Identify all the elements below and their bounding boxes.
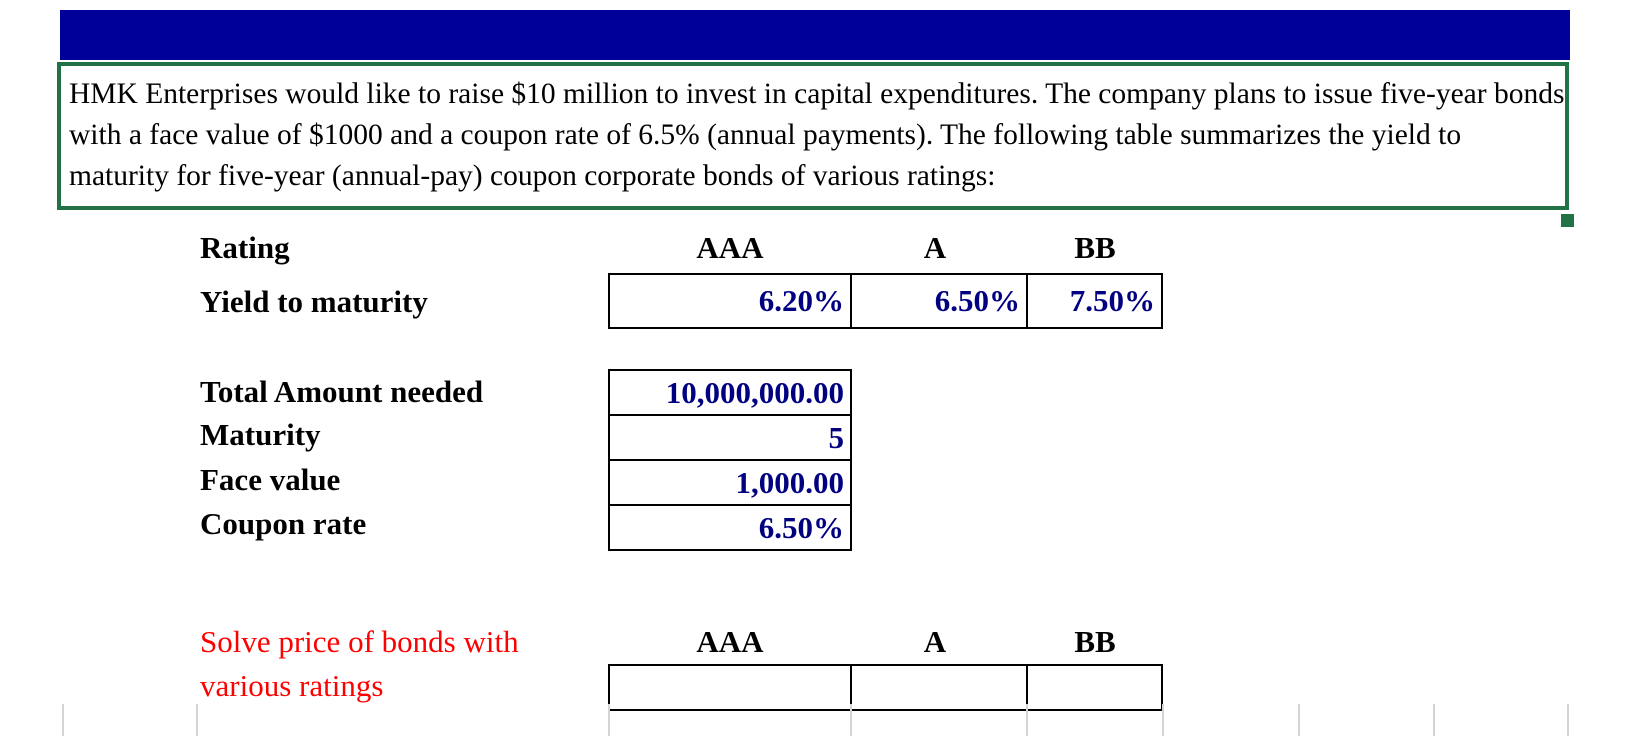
face-value-cell[interactable]: 1,000.00	[608, 459, 852, 506]
solve-header-a: A	[923, 624, 947, 659]
rating-header-aaa: AAA	[696, 230, 764, 265]
problem-text: HMK Enterprises would like to raise $10 million to invest in capital expenditures. The company plans to issue five-year bonds with a face value of $1000 and a coupon rate of 6.5% (annual payments). The following table summarizes the yield to maturity for five-year (annual-pay) coupon corporate bonds of various ratings:	[69, 78, 1565, 192]
price-cell-a[interactable]	[850, 664, 1028, 711]
maturity-cell[interactable]: 5	[608, 414, 852, 461]
textbox-resize-handle[interactable]	[1559, 212, 1576, 229]
rating-label: Rating	[200, 230, 290, 265]
total-amount-cell[interactable]: 10,000,000.00	[608, 369, 852, 416]
price-cell-aaa[interactable]	[608, 664, 852, 711]
solve-header-aaa: AAA	[696, 624, 764, 659]
gridline	[196, 704, 198, 736]
maturity-label: Maturity	[200, 417, 321, 452]
total-amount-label: Total Amount needed	[200, 374, 484, 409]
gridline	[1162, 704, 1164, 736]
face-value-label: Face value	[200, 462, 341, 497]
ytm-label: Yield to maturity	[200, 284, 428, 319]
gridline	[608, 704, 610, 736]
problem-textbox[interactable]	[57, 62, 1569, 210]
coupon-rate-cell[interactable]: 6.50%	[608, 504, 852, 551]
gridline	[1567, 704, 1569, 736]
ytm-cell-aaa[interactable]: 6.20%	[608, 273, 852, 329]
coupon-rate-label: Coupon rate	[200, 506, 367, 541]
gridline	[1433, 704, 1435, 736]
rating-header-a: A	[923, 230, 947, 265]
price-cell-bb[interactable]	[1026, 664, 1163, 711]
solve-header-bb: BB	[1074, 624, 1116, 659]
header-band	[60, 10, 1570, 60]
gridline	[1026, 704, 1028, 736]
gridline	[1298, 704, 1300, 736]
ytm-cell-a[interactable]: 6.50%	[850, 273, 1028, 329]
rating-header-bb: BB	[1074, 230, 1116, 265]
gridline	[850, 704, 852, 736]
gridline	[62, 704, 64, 736]
ytm-cell-bb[interactable]: 7.50%	[1026, 273, 1163, 329]
solve-prompt: Solve price of bonds with various ratings	[200, 624, 519, 703]
